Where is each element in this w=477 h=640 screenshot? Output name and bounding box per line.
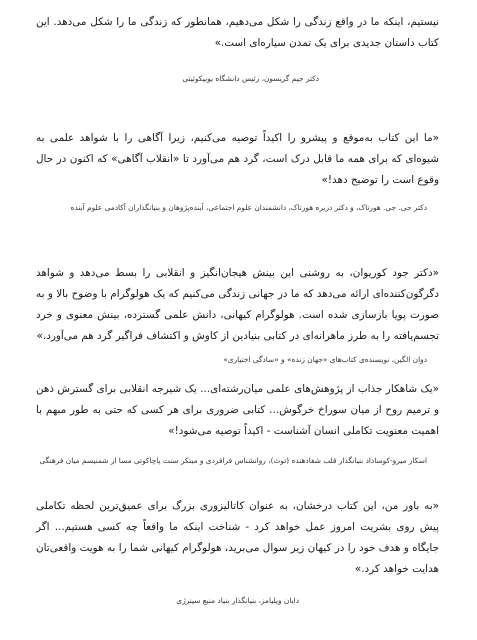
endorsement-2 — [36, 128, 439, 214]
endorsement-5 — [36, 496, 439, 607]
endorsement-quote: «دکتر جود کوریوان، به روشنی این بینش هیجان‌انگیز و انقلابی را بسط می‌دهد و شواهد دگرگون‌کننده‌ای ارائه می‌دهد که ما در جهانی زندگی می‌کنیم که یک هولوگرام با وضوح بالا و به صورت پویا بازسازی شده است. هولوگرام کیهانی، دانش علمی گسترده، بینش معنوی و خرد تجسم‌یافته را به طرز ماهرانه‌ای در کتابی بنیادین از کاوش و اکتشاف فراگیر گرد هم می‌آورد.» — [36, 267, 439, 342]
endorsement-attribution: دکتر جیم گریسون، رئیس دانشگاه یوبیکوئیتی — [182, 74, 319, 83]
endorsement-quote: «به باور من، این کتاب درخشان، به عنوان کاتالیزوری بزرگ برای عمیق‌ترین لحظه تکاملی پیش روی بشریت امروز عمل خواهد کرد - شناخت اینکه ما واقعاً چه کسی هستیم... اگر جایگاه و هدف خود را در کیهان زیر سوال می‌برید، هولوگرام کیهانی شما را به هویت واقعی‌تان هدایت خواهد کرد.» — [36, 500, 439, 575]
endorsement-1 — [36, 12, 439, 85]
endorsement-attribution: اسکار میرو-کوساداد بنیانگذار قلب شفادهنده (توث)، روانشناس فرافردی و مبتکر سنت پاچاکوتی مسا از شمنیسم میان فرهنگی — [39, 456, 427, 465]
endorsement-attribution: دکتر جی. جی. هورتاک، و دکتر دزیره هورتاک، دانشمندان علوم اجتماعی، آینده‌پژوهان و بنیانگذاران آکادمی علوم آینده — [70, 203, 427, 212]
endorsement-attribution: دایان ویلیامز، بنیانگذار بنیاد منبع سینرژی — [176, 596, 299, 605]
endorsement-attribution: دوان الگین، نویسنده‌ی کتاب‌های «جهان زنده» و «سادگی اختیاری» — [223, 355, 427, 364]
endorsement-3 — [36, 263, 439, 366]
endorsement-quote: «یک شاهکار جذاب از پژوهش‌های علمی میان‌رشته‌ای... یک شیرجه انقلابی برای گسترش ذهن و ترمیم روح از میان سوراخ خرگوش... کتابی ضروری برای هر کسی که حتی به طور مبهم با اهمیت معنویت تکاملی انسان آشناست - اکیداً توصیه می‌شود!» — [36, 383, 439, 437]
endorsement-quote: نیستیم، اینکه ما در واقع زندگی را شکل می‌دهیم، همانطور که زندگی ما را شکل می‌دهد. این کتاب داستان جدیدی برای یک تمدن سیاره‌ای است.» — [36, 16, 439, 49]
endorsement-4 — [36, 379, 439, 467]
endorsement-quote: «ما این کتاب به‌موقع و پیشرو را اکیداً توصیه می‌کنیم، زیرا آگاهی را با شواهد علمی به شیوه‌ای که برای همه ما قابل درک است، گرد هم می‌آورد تا «انقلاب آگاهی» که اکنون در حال وقوع است را توضیح دهد!» — [36, 132, 439, 186]
